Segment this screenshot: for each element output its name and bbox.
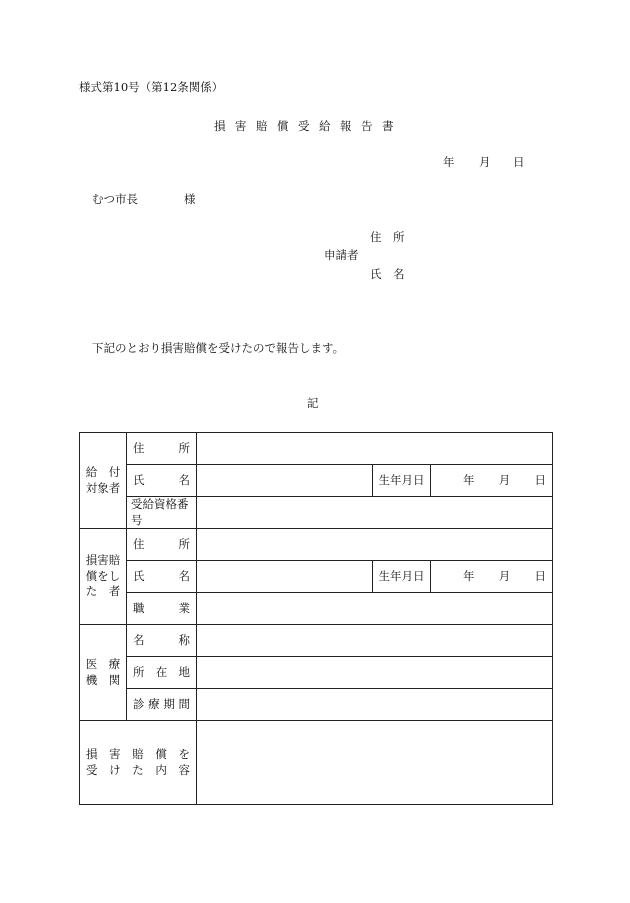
ki-label: 記 [307,396,319,410]
report-table [79,432,553,805]
damager-address-field[interactable] [197,529,553,561]
recipient-qualification-field[interactable] [197,497,553,529]
form-id: 様式第10号（第12条関係） [79,80,224,94]
damager-name-label: 氏 名 [127,561,197,593]
applicant-address-label: 住 所 [370,230,405,244]
damager-address-label: 住 所 [127,529,197,561]
recipient-birth-field[interactable]: 年 月 日 [431,465,553,497]
recipient-group: 給 付 対象者 [80,433,127,529]
page-title: 損害賠償受給報告書 [214,119,403,133]
date-day[interactable]: 日 [513,155,525,169]
damager-birth-label: 生年月日 [373,561,431,593]
addressee-honorific: 様 [184,192,196,206]
damage-content-field[interactable] [197,721,553,805]
applicant-group-label: 申請者 [324,248,359,262]
statement: 下記のとおり損害賠償を受けたので報告します。 [92,341,345,355]
date-year[interactable]: 年 [443,155,455,169]
damager-name-field[interactable] [197,561,373,593]
recipient-address-label: 住 所 [127,433,197,465]
recipient-qualification-label: 受給資格番号 [127,497,197,529]
recipient-name-field[interactable] [197,465,373,497]
recipient-name-label: 氏 名 [127,465,197,497]
damager-group: 損害賠 償をし た 者 [80,529,127,625]
medical-location-label: 所 在 地 [127,657,197,689]
addressee-name: むつ市長 [92,192,138,206]
medical-name-field[interactable] [197,625,553,657]
applicant-name-label: 氏 名 [370,267,405,281]
damager-occupation-field[interactable] [197,593,553,625]
damage-content-label: 損 害 賠 償 を 受 け た 内 容 [80,721,197,805]
medical-group: 医 療 機 関 [80,625,127,721]
medical-period-label: 診 療 期 間 [127,689,197,721]
recipient-birth-label: 生年月日 [373,465,431,497]
medical-location-field[interactable] [197,657,553,689]
damager-birth-field[interactable]: 年 月 日 [431,561,553,593]
date-month[interactable]: 月 [479,155,491,169]
damager-occupation-label: 職 業 [127,593,197,625]
recipient-address-field[interactable] [197,433,553,465]
medical-name-label: 名 称 [127,625,197,657]
medical-period-field[interactable] [197,689,553,721]
